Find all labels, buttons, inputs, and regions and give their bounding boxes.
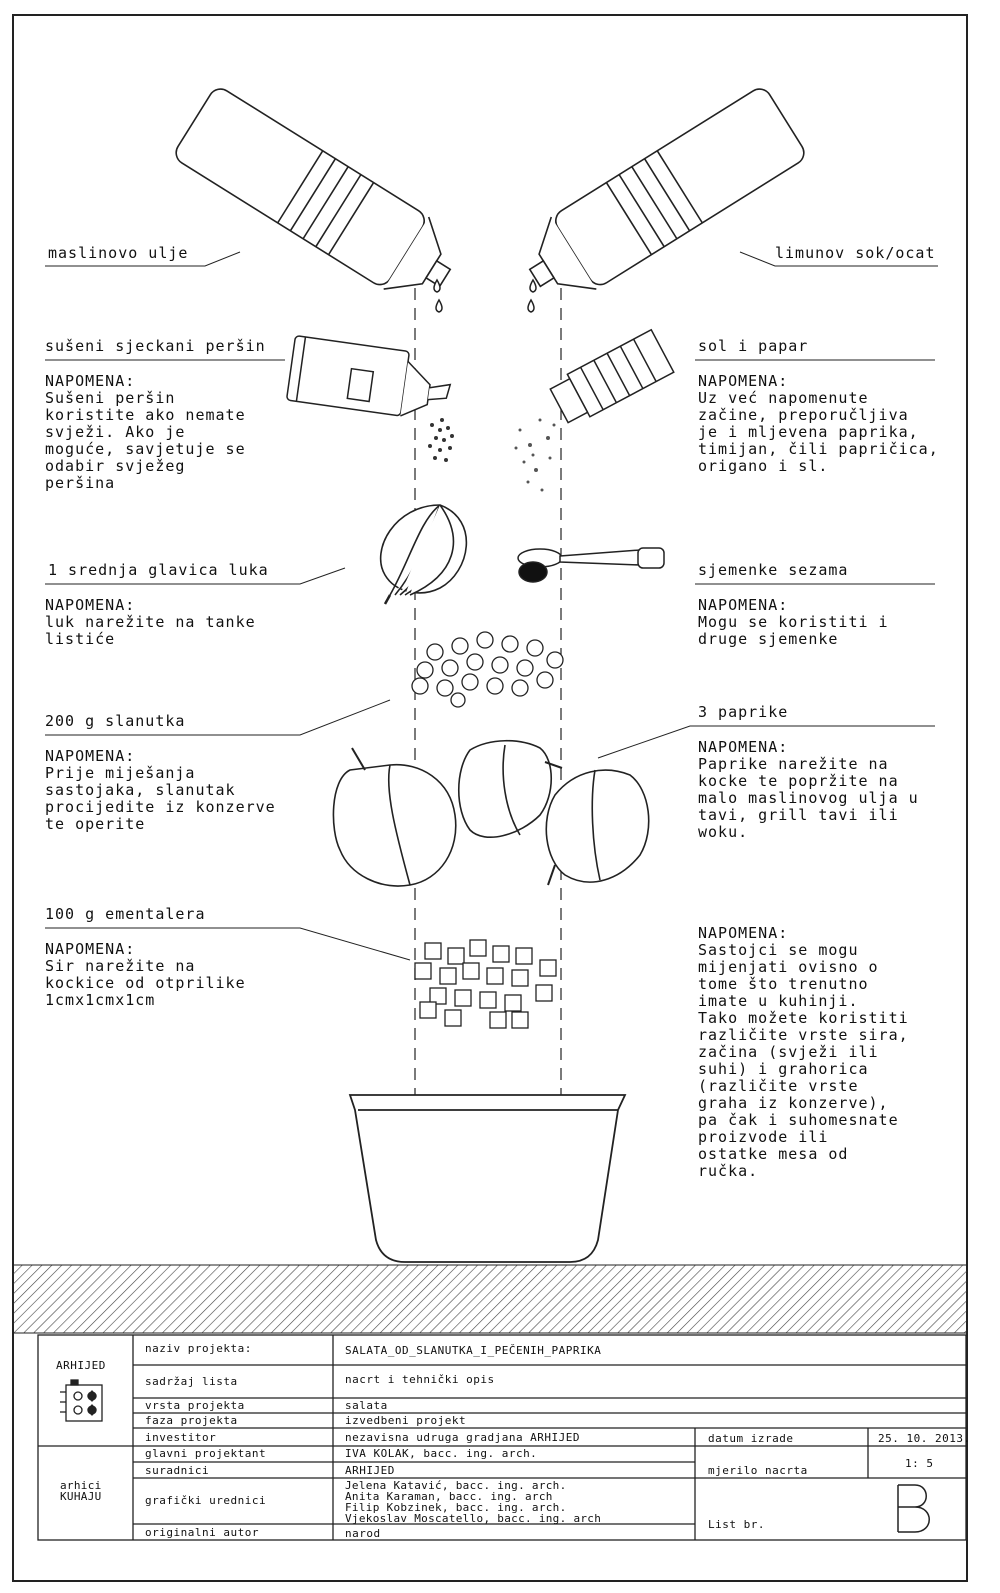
lemon-juice-bottle-icon	[512, 85, 808, 314]
note-cheese: NAPOMENA: Sir narežite na kockice od otprilike 1cmx1cmx1cm	[45, 940, 246, 1009]
tb-label-scale: mjerilo nacrta	[708, 1464, 808, 1477]
label-olive-oil: maslinovo ulje	[48, 244, 189, 262]
arhijed-logo-icon	[60, 1380, 102, 1421]
note-peppers: NAPOMENA: Paprike narežite na kocke te popržite na malo maslinovog ulja u tavi, grill tavi ili woku.	[698, 738, 919, 841]
note-chickpeas: NAPOMENA: Prije miješanja sastojaka, slanutak procijedite iz konzerve te operite	[45, 747, 276, 833]
tb-value-scale: 1: 5	[905, 1457, 934, 1470]
tb-value-sheet-content: nacrt i tehnički opis	[345, 1373, 495, 1386]
note-parsley: NAPOMENA: Sušeni peršin koristite ako nemate svježi. Ako je moguće, savjetuje se odabir svježeg peršina	[45, 372, 246, 492]
sesame-spoon-icon	[518, 548, 664, 582]
logo-arhijed-text: ARHIJED	[56, 1359, 106, 1372]
tb-value-date: 25. 10. 2013.	[878, 1432, 971, 1445]
label-cheese: 100 g ementalera	[45, 905, 206, 923]
note-general: NAPOMENA: Sastojci se mogu mijenjati ovisno o tome što trenutno imate u kuhinji. Tako možete koristiti različite vrste sira, začina (svježi ili suhi) i grahorica (različite vrste graha iz konzerve), pa čak i suhomesnate proizvode ili ostatke mesa od ručka.	[698, 924, 909, 1180]
label-salt-pepper: sol i papar	[698, 337, 809, 355]
label-lemon-juice: limunov sok/ocat	[775, 244, 936, 262]
label-sesame: sjemenke sezama	[698, 561, 849, 579]
cheese-cubes-icon	[415, 940, 556, 1028]
salt-pepper-grains-icon	[515, 419, 556, 492]
note-salt-pepper: NAPOMENA: Uz već napomenute začine, preporučljiva je i mljevena paprika, timijan, čili papričica, origano i sl.	[698, 372, 939, 475]
tb-label-sheet-number: List br.	[708, 1518, 765, 1531]
pepper-3-icon	[546, 770, 648, 885]
parsley-jar-icon	[287, 336, 454, 423]
tb-label-project-name: naziv projekta:	[145, 1342, 252, 1355]
tb-label-sheet-content: sadržaj lista	[145, 1375, 238, 1388]
tb-label-project-type: vrsta projekta	[145, 1399, 245, 1412]
parsley-flakes-icon	[428, 418, 454, 462]
label-chickpeas: 200 g slanutka	[45, 712, 186, 730]
logo-arhici-kuhaju-text: arhici KUHAJU	[60, 1479, 102, 1503]
tb-label-project-phase: faza projekta	[145, 1414, 238, 1427]
tb-label-date: datum izrade	[708, 1432, 794, 1445]
tb-value-project-phase: izvedbeni projekt	[345, 1414, 467, 1427]
tb-value-lead-designer: IVA KOLAK, bacc. ing. arch.	[345, 1447, 538, 1460]
tb-value-original-author: narod	[345, 1527, 381, 1540]
tb-value-graphic-editors: Jelena Katavić, bacc. ing. arch. Anita Karaman, bacc. ing. arch Filip Kobzinek, bacc. ing. arch. Vjekoslav Moscatello, bacc. ing. arch	[345, 1479, 602, 1525]
tb-value-investor: nezavisna udruga gradjana ARHIJED	[345, 1431, 581, 1444]
onion-icon	[381, 505, 467, 604]
chickpeas-icon	[412, 632, 563, 707]
note-sesame: NAPOMENA: Mogu se koristiti i druge sjemenke	[698, 596, 889, 648]
tb-value-project-name: SALATA_OD_SLANUTKA_I_PEČENIH_PAPRIKA	[345, 1344, 602, 1357]
tb-label-lead-designer: glavni projektant	[145, 1447, 267, 1460]
tb-label-graphic-editors: grafički urednici	[145, 1494, 267, 1507]
salad-bowl-icon	[350, 1095, 625, 1262]
tb-label-collaborators: suradnici	[145, 1464, 210, 1477]
tb-label-original-author: originalni autor	[145, 1526, 259, 1539]
label-onion: 1 srednja glavica luka	[48, 561, 269, 579]
ground-hatch	[13, 1265, 967, 1333]
salt-shaker-icon	[548, 330, 674, 427]
lemon-drops-icon	[528, 280, 536, 312]
pepper-1-icon	[333, 748, 455, 886]
label-parsley: sušeni sjeckani peršin	[45, 337, 266, 355]
note-onion: NAPOMENA: luk narežite na tanke listiće	[45, 596, 256, 648]
tb-value-collaborators: ARHIJED	[345, 1464, 395, 1477]
olive-oil-bottle-icon	[172, 85, 468, 314]
label-peppers: 3 paprike	[698, 703, 789, 721]
tb-label-investor: investitor	[145, 1431, 217, 1444]
tb-value-project-type: salata	[345, 1399, 388, 1412]
sheet-letter-b-icon	[898, 1485, 929, 1532]
